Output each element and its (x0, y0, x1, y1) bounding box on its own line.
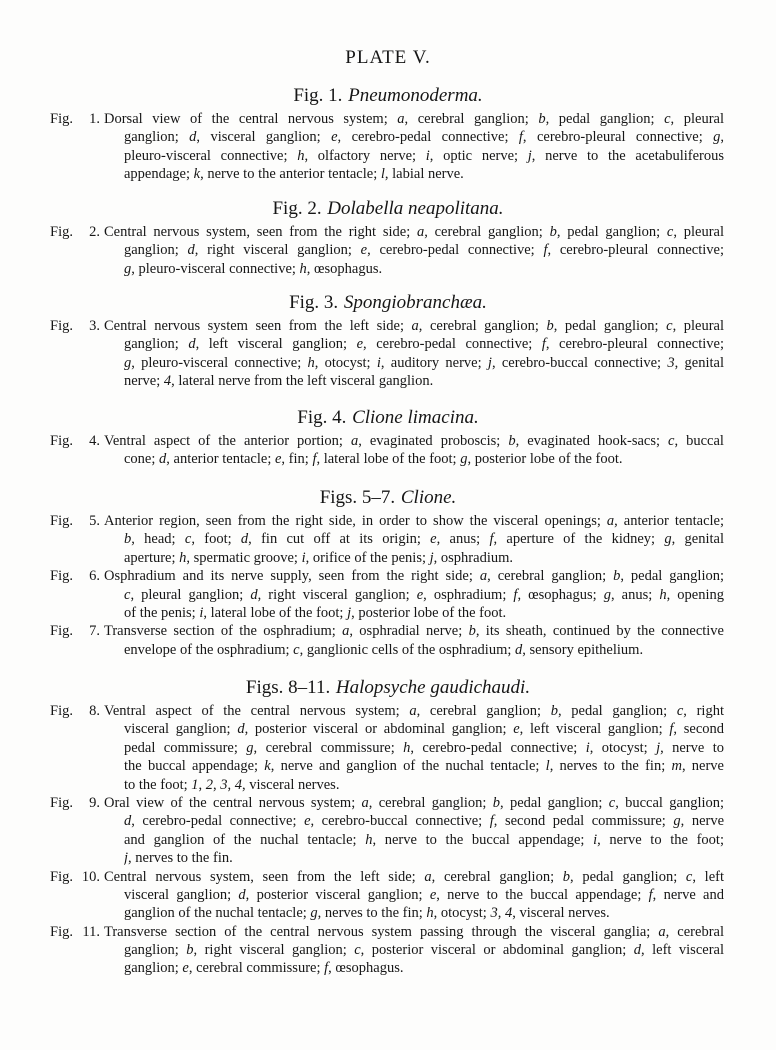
heading-taxon-name: Halopsyche gaudichaudi. (335, 677, 531, 698)
heading-taxon-name: Clione. (400, 487, 457, 508)
part-reference-letter: d (633, 942, 642, 959)
section-heading (0, 84, 776, 108)
section-heading (0, 197, 776, 221)
section-heading (0, 676, 776, 700)
plate-section (0, 84, 776, 184)
part-reference-letter: g (246, 739, 254, 756)
part-reference-letter: b (550, 703, 558, 719)
part-reference-letter: 4 (163, 373, 172, 390)
part-reference-letter: c (124, 586, 131, 603)
part-reference-letter: c (666, 318, 673, 334)
figure-description-line: Osphradium and its nerve supply, seen from the right side; a, cerebral ganglion; b, pedal ganglion; (104, 568, 724, 585)
part-reference-letter: d (238, 886, 246, 903)
section-heading (0, 406, 776, 430)
part-reference-letter: g (713, 129, 721, 146)
part-reference-letter: a (658, 923, 666, 940)
part-reference-letter: b (562, 868, 571, 885)
part-reference-letter: a (479, 568, 488, 585)
figure-number: 10. (81, 868, 100, 885)
part-reference-letter: e (513, 721, 520, 738)
plate-section (0, 676, 776, 978)
figure-label: Fig. (50, 868, 73, 885)
part-reference-letter: d (187, 242, 195, 259)
figure-number: 9. (89, 794, 100, 811)
part-reference-letter: c (666, 224, 674, 240)
figure-label: Fig. (50, 318, 73, 334)
plate-section (0, 486, 776, 659)
heading-figure-range: Fig. 3. (289, 292, 339, 313)
part-reference-letter: j (124, 850, 129, 867)
figure-description-line: ganglion; d, left visceral ganglion; e, cerebro-pedal connective; f, cerebro-pleural connective; (124, 336, 724, 353)
part-reference-letter: f (489, 813, 494, 830)
part-reference-letter: b (508, 433, 516, 449)
part-reference-letter: e (416, 586, 424, 603)
figure-description-line: aperture; h, spermatic groove; i, orifice of the penis; j, osphradium. (124, 549, 513, 566)
part-reference-letter: m (671, 758, 682, 775)
part-reference-letter: 4 (504, 905, 513, 922)
part-reference-letter: j (487, 354, 492, 371)
figure-entry (0, 317, 776, 391)
figure-label: Fig. (50, 794, 73, 811)
part-reference-letter: i (593, 831, 598, 848)
heading-figure-range: Fig. 1. (293, 85, 343, 106)
part-reference-letter: h (307, 354, 315, 371)
part-reference-letter: c (293, 641, 300, 658)
figure-description-line: g, pleuro-visceral connective; h, œsophagus. (124, 260, 383, 277)
heading-figure-range: Figs. 5–7. (319, 487, 396, 508)
part-reference-letter: c (664, 111, 671, 127)
figure-entry (0, 110, 776, 184)
part-reference-letter: d (240, 531, 249, 548)
part-reference-letter: b (546, 318, 554, 334)
figure-number: 8. (89, 703, 100, 719)
part-reference-letter: a (409, 703, 417, 719)
part-reference-letter: a (606, 513, 615, 529)
figure-description-line: Transverse section of the osphradium; a, osphradial nerve; b, its sheath, continued by the connective (104, 623, 724, 640)
figure-entry (0, 432, 776, 469)
figure-number: 3. (89, 318, 100, 334)
part-reference-letter: h (299, 260, 307, 277)
figure-description-line: Central nervous system, seen from the right side; a, cerebral ganglion; b, pedal ganglion; c, pleural (104, 224, 724, 240)
part-reference-letter: a (416, 224, 425, 240)
heading-taxon-name: Spongiobranchæa. (343, 292, 487, 313)
figure-description-line: visceral ganglion; d, posterior visceral or abdominal ganglion; e, left visceral ganglion; f, second (124, 721, 724, 738)
part-reference-letter: a (361, 794, 369, 811)
part-reference-letter: b (538, 111, 546, 127)
figure-entry (0, 923, 776, 978)
plate-section (0, 406, 776, 469)
figure-entry (0, 868, 776, 923)
part-reference-letter: f (312, 451, 317, 468)
figure-number: 5. (89, 513, 100, 529)
part-reference-letter: e (331, 129, 338, 146)
figure-description-line: j, nerves to the fin. (124, 850, 233, 867)
part-reference-letter: 2 (205, 776, 214, 793)
part-reference-letter: c (184, 531, 192, 548)
figure-description-line: Oral view of the central nervous system; a, cerebral ganglion; b, pedal ganglion; c, buccal ganglion; (104, 794, 724, 811)
figure-entry (0, 223, 776, 278)
figure-description-line: Anterior region, seen from the right side, in order to show the visceral openings; a, anterior tentacle; (104, 513, 724, 529)
part-reference-letter: 3 (220, 776, 228, 793)
figure-number: 6. (89, 568, 100, 585)
part-reference-letter: c (685, 868, 693, 885)
figure-description-line: Central nervous system, seen from the left side; a, cerebral ganglion; b, pedal ganglion; c, left (104, 868, 724, 885)
section-heading (0, 486, 776, 510)
figure-label: Fig. (50, 923, 73, 940)
part-reference-letter: i (199, 604, 204, 621)
part-reference-letter: g (124, 354, 132, 371)
part-reference-letter: g (124, 260, 132, 277)
figure-description-line: ganglion; d, visceral ganglion; e, cerebro-pedal connective; f, cerebro-pleural connective; g, (124, 129, 724, 146)
part-reference-letter: f (669, 721, 674, 738)
part-reference-letter: b (468, 623, 476, 640)
part-reference-letter: g (673, 813, 681, 830)
figure-description-line: the buccal appendage; k, nerve and ganglion of the nuchal tentacle; l, nerves to the fin; m, nerve (124, 758, 724, 775)
section-heading (0, 291, 776, 315)
part-reference-letter: b (549, 224, 557, 240)
part-reference-letter: d (515, 641, 523, 658)
part-reference-letter: 3 (667, 354, 675, 371)
heading-taxon-name: Dolabella neapolitana. (327, 198, 504, 219)
part-reference-letter: d (250, 586, 258, 603)
plate-title: PLATE V. (345, 47, 431, 68)
figure-entry (0, 567, 776, 622)
part-reference-letter: c (608, 794, 616, 811)
figure-entry (0, 702, 776, 794)
part-reference-letter: d (159, 451, 167, 468)
part-reference-letter: e (360, 242, 368, 259)
figure-description-line: ganglion; b, right visceral ganglion; c, posterior visceral or abdominal ganglion; d, left visceral (124, 942, 724, 959)
part-reference-letter: b (186, 942, 194, 959)
part-reference-letter: i (425, 147, 430, 164)
part-reference-letter: a (350, 433, 359, 449)
part-reference-letter: j (347, 604, 352, 621)
figure-number: 4. (89, 433, 100, 449)
figure-description-line: ganglion; d, right visceral ganglion; e, cerebro-pedal connective; f, cerebro-pleural connective; (124, 242, 724, 259)
figure-number: 2. (89, 224, 100, 240)
figure-entry (0, 794, 776, 868)
part-reference-letter: h (426, 905, 434, 922)
part-reference-letter: h (179, 549, 187, 566)
figure-label: Fig. (50, 224, 73, 240)
figure-description-line: ganglion of the nuchal tentacle; g, nerves to the fin; h, otocyst; 3, 4, visceral nerves. (124, 905, 610, 922)
part-reference-letter: 4 (234, 776, 243, 793)
figure-description-line: Dorsal view of the central nervous system; a, cerebral ganglion; b, pedal ganglion; c, pleural (104, 111, 724, 127)
figure-description-line: pleuro-visceral connective; h, olfactory nerve; i, optic nerve; j, nerve to the acetabuliferous (124, 147, 724, 164)
part-reference-letter: f (543, 242, 548, 259)
part-reference-letter: a (424, 868, 432, 885)
figure-number: 11. (82, 923, 100, 940)
heading-figure-range: Fig. 2. (272, 198, 322, 219)
part-reference-letter: b (492, 794, 501, 811)
part-reference-letter: 3 (490, 905, 498, 922)
part-reference-letter: c (354, 942, 361, 959)
figure-entry (0, 512, 776, 567)
heading-taxon-name: Clione limacina. (352, 407, 479, 428)
part-reference-letter: l (380, 166, 385, 183)
figure-description-line: and ganglion of the nuchal tentacle; h, nerve to the buccal appendage; i, nerve to the foot; (124, 831, 724, 848)
part-reference-letter: g (664, 531, 672, 548)
part-reference-letter: h (365, 831, 373, 848)
figure-description-line: b, head; c, foot; d, fin cut off at its origin; e, anus; f, aperture of the kidney; g, genital (124, 531, 724, 548)
part-reference-letter: e (274, 451, 282, 468)
figure-description-line: Central nervous system seen from the left side; a, cerebral ganglion; b, pedal ganglion; c, pleural (104, 318, 724, 334)
part-reference-letter: j (527, 147, 532, 164)
part-reference-letter: h (403, 739, 411, 756)
figure-label: Fig. (50, 111, 73, 127)
figure-label: Fig. (50, 433, 73, 449)
part-reference-letter: a (397, 111, 405, 127)
figure-label: Fig. (50, 568, 73, 585)
part-reference-letter: k (193, 166, 201, 183)
part-reference-letter: g (310, 905, 318, 922)
part-reference-letter: f (513, 586, 518, 603)
part-reference-letter: e (429, 886, 437, 903)
part-reference-letter: a (342, 623, 350, 640)
figure-description-line: c, pleural ganglion; d, right visceral ganglion; e, osphradium; f, œsophagus; g, anus; h, opening (124, 586, 724, 603)
part-reference-letter: e (304, 813, 311, 830)
part-reference-letter: d (237, 721, 245, 738)
part-reference-letter: h (659, 586, 667, 603)
heading-figure-range: Figs. 8–11. (245, 677, 331, 698)
part-reference-letter: f (489, 531, 494, 548)
part-reference-letter: f (541, 336, 546, 353)
figure-number: 7. (89, 623, 100, 640)
figure-label: Fig. (50, 513, 73, 529)
part-reference-letter: d (189, 129, 197, 146)
part-reference-letter: 1 (191, 776, 199, 793)
figure-description-line: appendage; k, nerve to the anterior tentacle; l, labial nerve. (124, 166, 464, 183)
figure-description-line: visceral ganglion; d, posterior visceral ganglion; e, nerve to the buccal appendage; f, nerve and (124, 886, 724, 903)
part-reference-letter: i (301, 549, 306, 566)
part-reference-letter: e (182, 960, 189, 977)
figure-entry (0, 622, 776, 659)
part-reference-letter: l (545, 758, 550, 775)
part-reference-letter: j (429, 549, 434, 566)
part-reference-letter: f (324, 960, 329, 977)
figure-description-line: pedal commissure; g, cerebral commissure; h, cerebro-pedal connective; i, otocyst; j, nerve to (124, 739, 724, 756)
figure-description-line: cone; d, anterior tentacle; e, fin; f, lateral lobe of the foot; g, posterior lobe of the foot. (124, 451, 623, 468)
part-reference-letter: i (376, 354, 381, 371)
figure-description-line: d, cerebro-pedal connective; e, cerebro-buccal connective; f, second pedal commissure; g, nerve (124, 813, 724, 830)
part-reference-letter: j (656, 739, 661, 756)
plate-section (0, 291, 776, 391)
part-reference-letter: e (430, 531, 437, 548)
part-reference-letter: a (411, 318, 419, 334)
part-reference-letter: c (668, 433, 675, 449)
figure-description-line: Ventral aspect of the anterior portion; a, evaginated proboscis; b, evaginated hook-sacs; c, buccal (104, 433, 724, 449)
heading-figure-range: Fig. 4. (297, 407, 347, 428)
part-reference-letter: k (264, 758, 271, 775)
figure-description-line: g, pleuro-visceral connective; h, otocyst; i, auditory nerve; j, cerebro-buccal connective; 3, genital (124, 354, 724, 371)
figure-description-line: Transverse section of the central nervous system passing through the visceral ganglia; a, cerebral (104, 923, 724, 940)
part-reference-letter: b (124, 531, 132, 548)
figure-description-line: nerve; 4, lateral nerve from the left visceral ganglion. (124, 373, 434, 390)
figure-description-line: ganglion; e, cerebral commissure; f, œsophagus. (124, 960, 404, 977)
figure-label: Fig. (50, 623, 73, 640)
part-reference-letter: c (676, 703, 684, 719)
figure-description-line: of the penis; i, lateral lobe of the foot; j, posterior lobe of the foot. (124, 604, 507, 621)
heading-taxon-name: Pneumonoderma. (348, 85, 483, 106)
figure-label: Fig. (50, 703, 73, 719)
part-reference-letter: g (603, 586, 611, 603)
part-reference-letter: b (613, 568, 621, 585)
part-reference-letter: g (460, 451, 468, 468)
figure-number: 1. (89, 111, 100, 127)
part-reference-letter: h (297, 147, 305, 164)
figure-description-line: Ventral aspect of the central nervous system; a, cerebral ganglion; b, pedal ganglion; c, right (104, 703, 724, 719)
part-reference-letter: f (648, 886, 653, 903)
figure-description-line: envelope of the osphradium; c, ganglionic cells of the osphradium; d, sensory epithelium. (124, 641, 644, 658)
part-reference-letter: d (188, 336, 196, 353)
part-reference-letter: d (124, 813, 132, 830)
figure-description-line: to the foot; 1, 2, 3, 4, visceral nerves. (124, 776, 340, 793)
part-reference-letter: f (518, 129, 523, 146)
part-reference-letter: i (585, 739, 590, 756)
part-reference-letter: e (356, 336, 364, 353)
plate-section (0, 197, 776, 278)
